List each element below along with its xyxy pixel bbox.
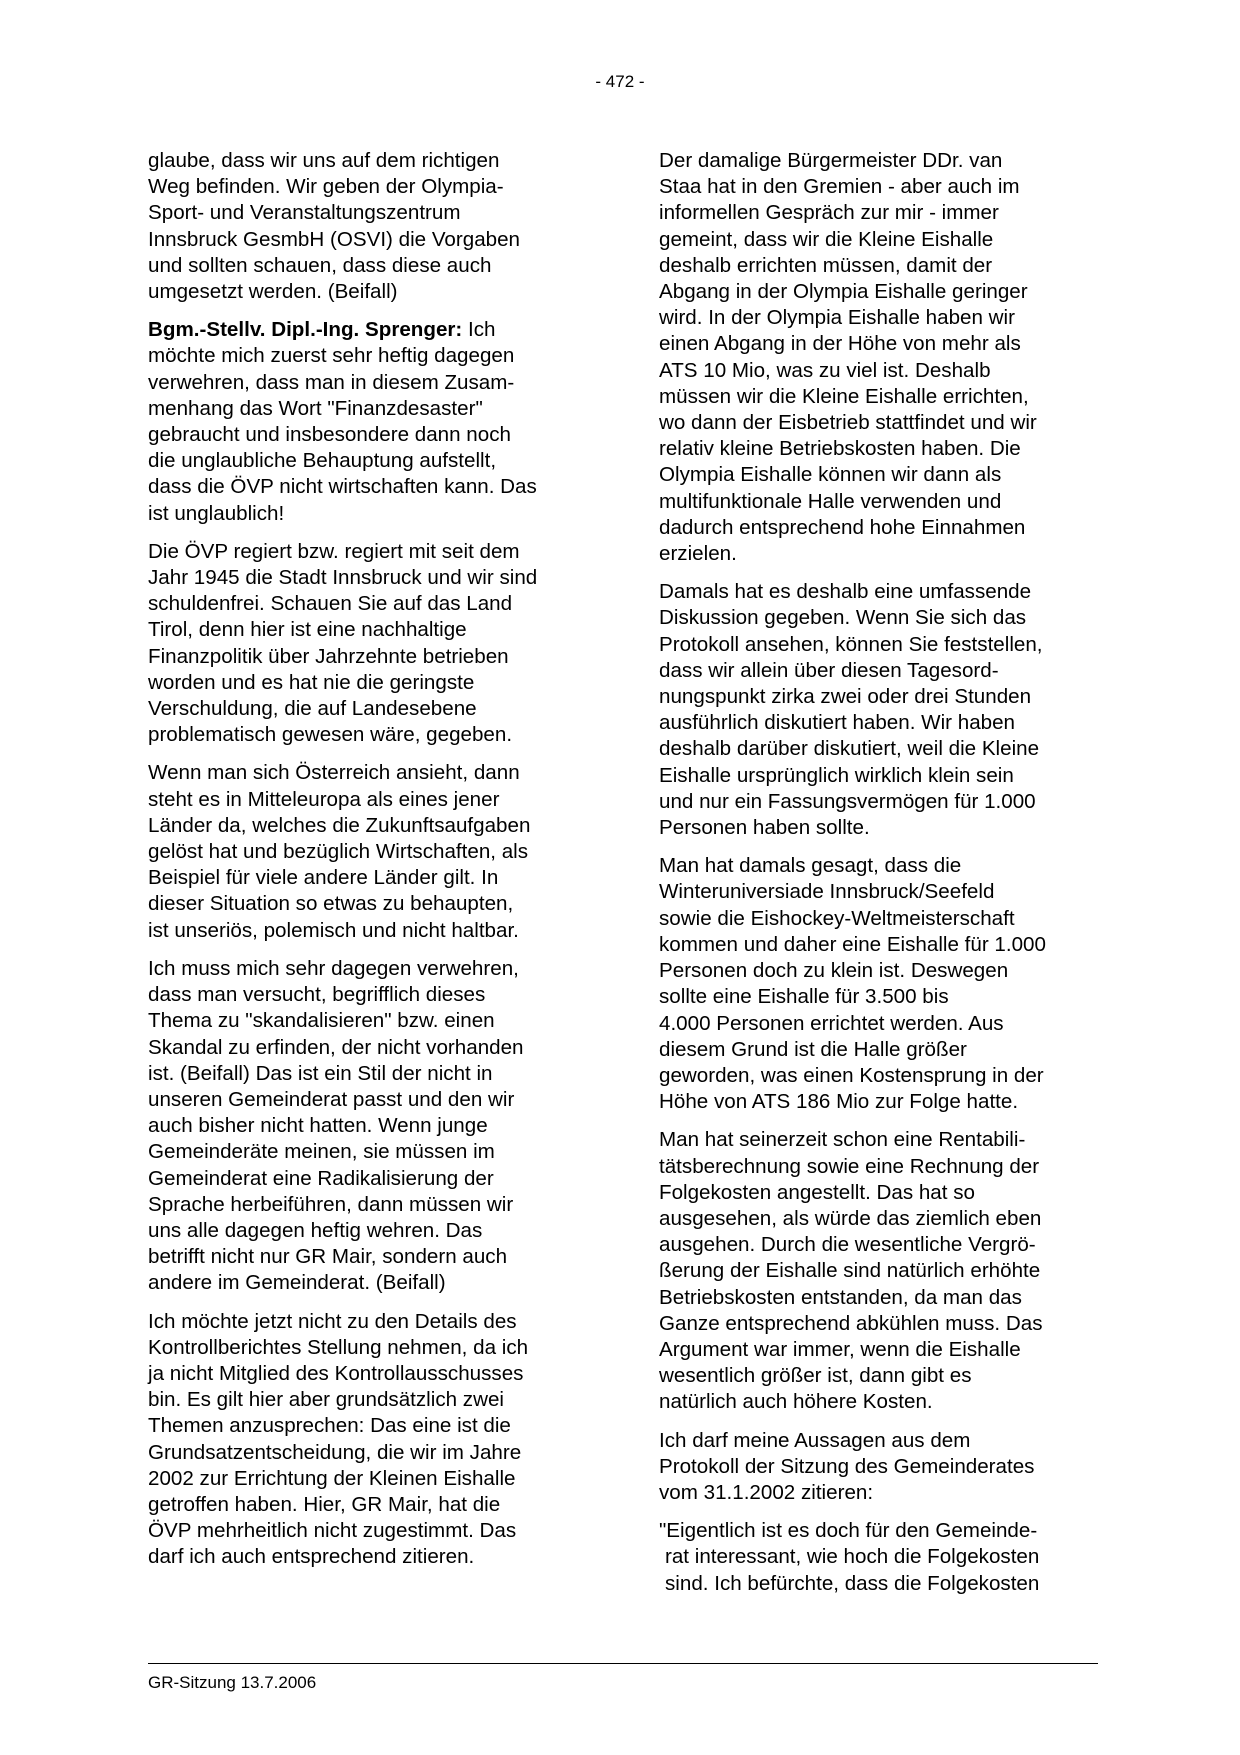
text-line: rat interessant, wie hoch die Folgekosten (665, 1545, 1040, 1569)
text-line: Länder da, welches die Zukunftsaufgaben (148, 813, 531, 837)
text-line: deshalb errichten müssen, damit der (659, 253, 993, 277)
text-line: Man hat damals gesagt, dass die (659, 854, 962, 878)
text-line: Skandal zu erfinden, der nicht vorhanden (148, 1035, 524, 1059)
text-line: schuldenfrei. Schauen Sie auf das Land (148, 592, 513, 616)
text-line: verwehren, dass man in diesem Zusam- (148, 370, 515, 394)
text-line: Argument war immer, wenn die Eishalle (659, 1337, 1021, 1361)
text-line: Betriebskosten entstanden, da man das (659, 1285, 1022, 1309)
text-line: "Eigentlich ist es doch für den Gemeinde- (659, 1519, 1038, 1543)
text-line: sind. Ich befürchte, dass die Folgekosten (665, 1571, 1040, 1595)
text-line: Olympia Eishalle können wir dann als (659, 463, 1002, 487)
paragraph (148, 760, 588, 943)
quote-paragraph (659, 1518, 1099, 1597)
text-line: müssen wir die Kleine Eishalle errichten, (659, 384, 1029, 408)
text-line: uns alle dagegen heftig wehren. Das (148, 1218, 483, 1242)
text-line: bin. Es gilt hier aber grundsätzlich zwei (148, 1388, 504, 1412)
text-line: einen Abgang in der Höhe von mehr als (659, 332, 1021, 356)
text-line: erzielen. (659, 542, 737, 566)
text-line: ÖVP mehrheitlich nicht zugestimmt. Das (148, 1519, 517, 1543)
text-line: Abgang in der Olympia Eishalle geringer (659, 280, 1028, 304)
left-column (148, 148, 588, 1583)
text-line: kommen und daher eine Eishalle für 1.000 (659, 932, 1046, 956)
text-line: die unglaubliche Behauptung aufstellt, (148, 449, 497, 473)
text-line: informellen Gespräch zur mir - immer (659, 201, 999, 225)
text-line: Folgekosten angestellt. Das hat so (659, 1180, 975, 1204)
text-line: Grundsatzentscheidung, die wir im Jahre (148, 1440, 522, 1464)
text-line (148, 317, 588, 343)
text-line: Höhe von ATS 186 Mio zur Folge hatte. (659, 1090, 1019, 1114)
text-line: multifunktionale Halle verwenden und (659, 489, 1002, 513)
text-line: wo dann der Eisbetrieb stattfindet und wir (659, 411, 1037, 435)
text-line: 2002 zur Errichtung der Kleinen Eishalle (148, 1466, 516, 1490)
text-line: Der damalige Bürgermeister DDr. van (659, 149, 1003, 172)
text-line: Sprache herbeiführen, dann müssen wir (148, 1192, 514, 1216)
text-line: deshalb darüber diskutiert, weil die Kleine (659, 737, 1040, 761)
text-line: Staa hat in den Gremien - aber auch im (659, 175, 1020, 199)
text-line: Themen anzusprechen: Das eine ist die (148, 1414, 511, 1438)
speaker-text: Ich (462, 318, 496, 342)
text-line: umgesetzt werden. (Beifall) (148, 280, 398, 304)
text-line: ist unglaublich! (148, 501, 285, 525)
text-line: ist unseriös, polemisch und nicht haltbar. (148, 918, 519, 942)
text-line: Die ÖVP regiert bzw. regiert mit seit dem (148, 539, 520, 563)
paragraph (148, 539, 588, 749)
text-line: relativ kleine Betriebskosten haben. Die (659, 437, 1021, 461)
text-line: diesem Grund ist die Halle größer (659, 1037, 967, 1061)
text-line: und nur ein Fassungsvermögen für 1.000 (659, 789, 1036, 813)
text-line: Innsbruck GesmbH (OSVI) die Vorgaben (148, 227, 521, 251)
paragraph (659, 148, 1099, 567)
text-line: Verschuldung, die auf Landesebene (148, 697, 477, 721)
paragraph (148, 317, 588, 527)
text-line: ausführlich diskutiert haben. Wir haben (659, 711, 1016, 735)
text-line: Ich möchte jetzt nicht zu den Details des (148, 1309, 517, 1333)
text-line: und sollten schauen, dass diese auch (148, 253, 492, 277)
text-line: sowie die Eishockey-Weltmeisterschaft (659, 906, 1015, 930)
paragraph (659, 1127, 1099, 1415)
text-line: ausgehen. Durch die wesentliche Vergrö- (659, 1233, 1036, 1257)
text-line: glaube, dass wir uns auf dem richtigen (148, 149, 500, 172)
text-line: Winteruniversiade Innsbruck/Seefeld (659, 880, 995, 904)
text-line: geworden, was einen Kostensprung in der (659, 1063, 1044, 1087)
text-line: unseren Gemeinderat passt und den wir (148, 1087, 515, 1111)
text-line: ist. (Beifall) Das ist ein Stil der nicht in (148, 1061, 493, 1085)
footer-divider (148, 1663, 1098, 1664)
text-line: dieser Situation so etwas zu behaupten, (148, 892, 514, 916)
text-line: Man hat seinerzeit schon eine Rentabili- (659, 1128, 1026, 1152)
text-line: Personen doch zu klein ist. Deswegen (659, 959, 1009, 983)
text-line: gelöst hat und bezüglich Wirtschaften, als (148, 840, 529, 864)
text-line: betrifft nicht nur GR Mair, sondern auch (148, 1245, 508, 1269)
text-line: getroffen haben. Hier, GR Mair, hat die (148, 1492, 501, 1516)
text-line: auch bisher nicht hatten. Wenn junge (148, 1114, 488, 1138)
text-line: vom 31.1.2002 zitieren: (659, 1480, 874, 1504)
text-line: Gemeinderäte meinen, sie müssen im (148, 1140, 495, 1164)
text-line: wesentlich größer ist, dann gibt es (659, 1364, 972, 1388)
text-line: natürlich auch höhere Kosten. (659, 1390, 933, 1414)
text-line: problematisch gewesen wäre, gegeben. (148, 723, 513, 747)
text-line: Diskussion gegeben. Wenn Sie sich das (659, 606, 1027, 630)
paragraph (148, 148, 588, 305)
text-line: Weg befinden. Wir geben der Olympia- (148, 175, 504, 199)
text-line: 4.000 Personen errichtet werden. Aus (659, 1011, 1004, 1035)
paragraph (659, 1428, 1099, 1507)
text-line: ausgesehen, als würde das ziemlich eben (659, 1206, 1042, 1230)
text-line: Gemeinderat eine Radikalisierung der (148, 1166, 494, 1190)
text-line: dass die ÖVP nicht wirtschaften kann. Das (148, 475, 537, 499)
text-line: sollte eine Eishalle für 3.500 bis (659, 985, 949, 1009)
text-line: Finanzpolitik über Jahrzehnte betrieben (148, 644, 509, 668)
paragraph (659, 853, 1099, 1115)
text-line: Kontrollberichtes Stellung nehmen, da ich (148, 1335, 529, 1359)
footer-session-date: GR-Sitzung 13.7.2006 (148, 1673, 317, 1692)
text-line: ja nicht Mitglied des Kontrollausschusses (148, 1361, 524, 1385)
page-number: - 472 - (595, 72, 645, 91)
text-line: Thema zu "skandalisieren" bzw. einen (148, 1009, 495, 1033)
speaker-name: Bgm.-Stellv. Dipl.-Ing. Sprenger: (148, 318, 463, 342)
text-line: Jahr 1945 die Stadt Innsbruck und wir sind (148, 566, 538, 590)
right-column (659, 148, 1099, 1609)
text-line: Damals hat es deshalb eine umfassende (659, 580, 1032, 604)
text-line: Beispiel für viele andere Länder gilt. In (148, 866, 499, 890)
text-line: Ganze entsprechend abkühlen muss. Das (659, 1311, 1043, 1335)
text-line: Eishalle ursprünglich wirklich klein sein (659, 763, 1014, 787)
text-line: Ich muss mich sehr dagegen verwehren, (148, 956, 519, 980)
text-line: Wenn man sich Österreich ansieht, dann (148, 761, 520, 785)
text-line: menhang das Wort "Finanzdesaster" (148, 396, 483, 420)
text-line: Ich darf meine Aussagen aus dem (659, 1428, 971, 1452)
paragraph (659, 579, 1099, 841)
text-line: Sport- und Veranstaltungszentrum (148, 201, 461, 225)
text-line: ßerung der Eishalle sind natürlich erhöhte (659, 1259, 1041, 1283)
text-line: andere im Gemeinderat. (Beifall) (148, 1271, 446, 1295)
text-line: Protokoll der Sitzung des Gemeinderates (659, 1454, 1035, 1478)
text-line: ATS 10 Mio, was zu viel ist. Deshalb (659, 358, 991, 382)
text-line: Protokoll ansehen, können Sie feststellen, (659, 632, 1043, 656)
text-line: darf ich auch entsprechend zitieren. (148, 1545, 475, 1569)
text-line: Tirol, denn hier ist eine nachhaltige (148, 618, 467, 642)
paragraph (148, 1309, 588, 1571)
text-line: steht es in Mitteleuropa als eines jener (148, 787, 500, 811)
text-line: worden und es hat nie die geringste (148, 670, 475, 694)
text-line: dadurch entsprechend hohe Einnahmen (659, 515, 1026, 539)
text-line: wird. In der Olympia Eishalle haben wir (659, 306, 1015, 330)
text-line: gemeint, dass wir die Kleine Eishalle (659, 227, 994, 251)
text-line: möchte mich zuerst sehr heftig dagegen (148, 344, 515, 368)
text-line: dass man versucht, begrifflich dieses (148, 983, 486, 1007)
text-line: gebraucht und insbesondere dann noch (148, 423, 511, 447)
text-line: nungspunkt zirka zwei oder drei Stunden (659, 685, 1032, 709)
text-line: tätsberechnung sowie eine Rechnung der (659, 1154, 1040, 1178)
text-line: Personen haben sollte. (659, 816, 870, 840)
text-line: dass wir allein über diesen Tagesord- (659, 658, 999, 682)
paragraph (148, 956, 588, 1297)
